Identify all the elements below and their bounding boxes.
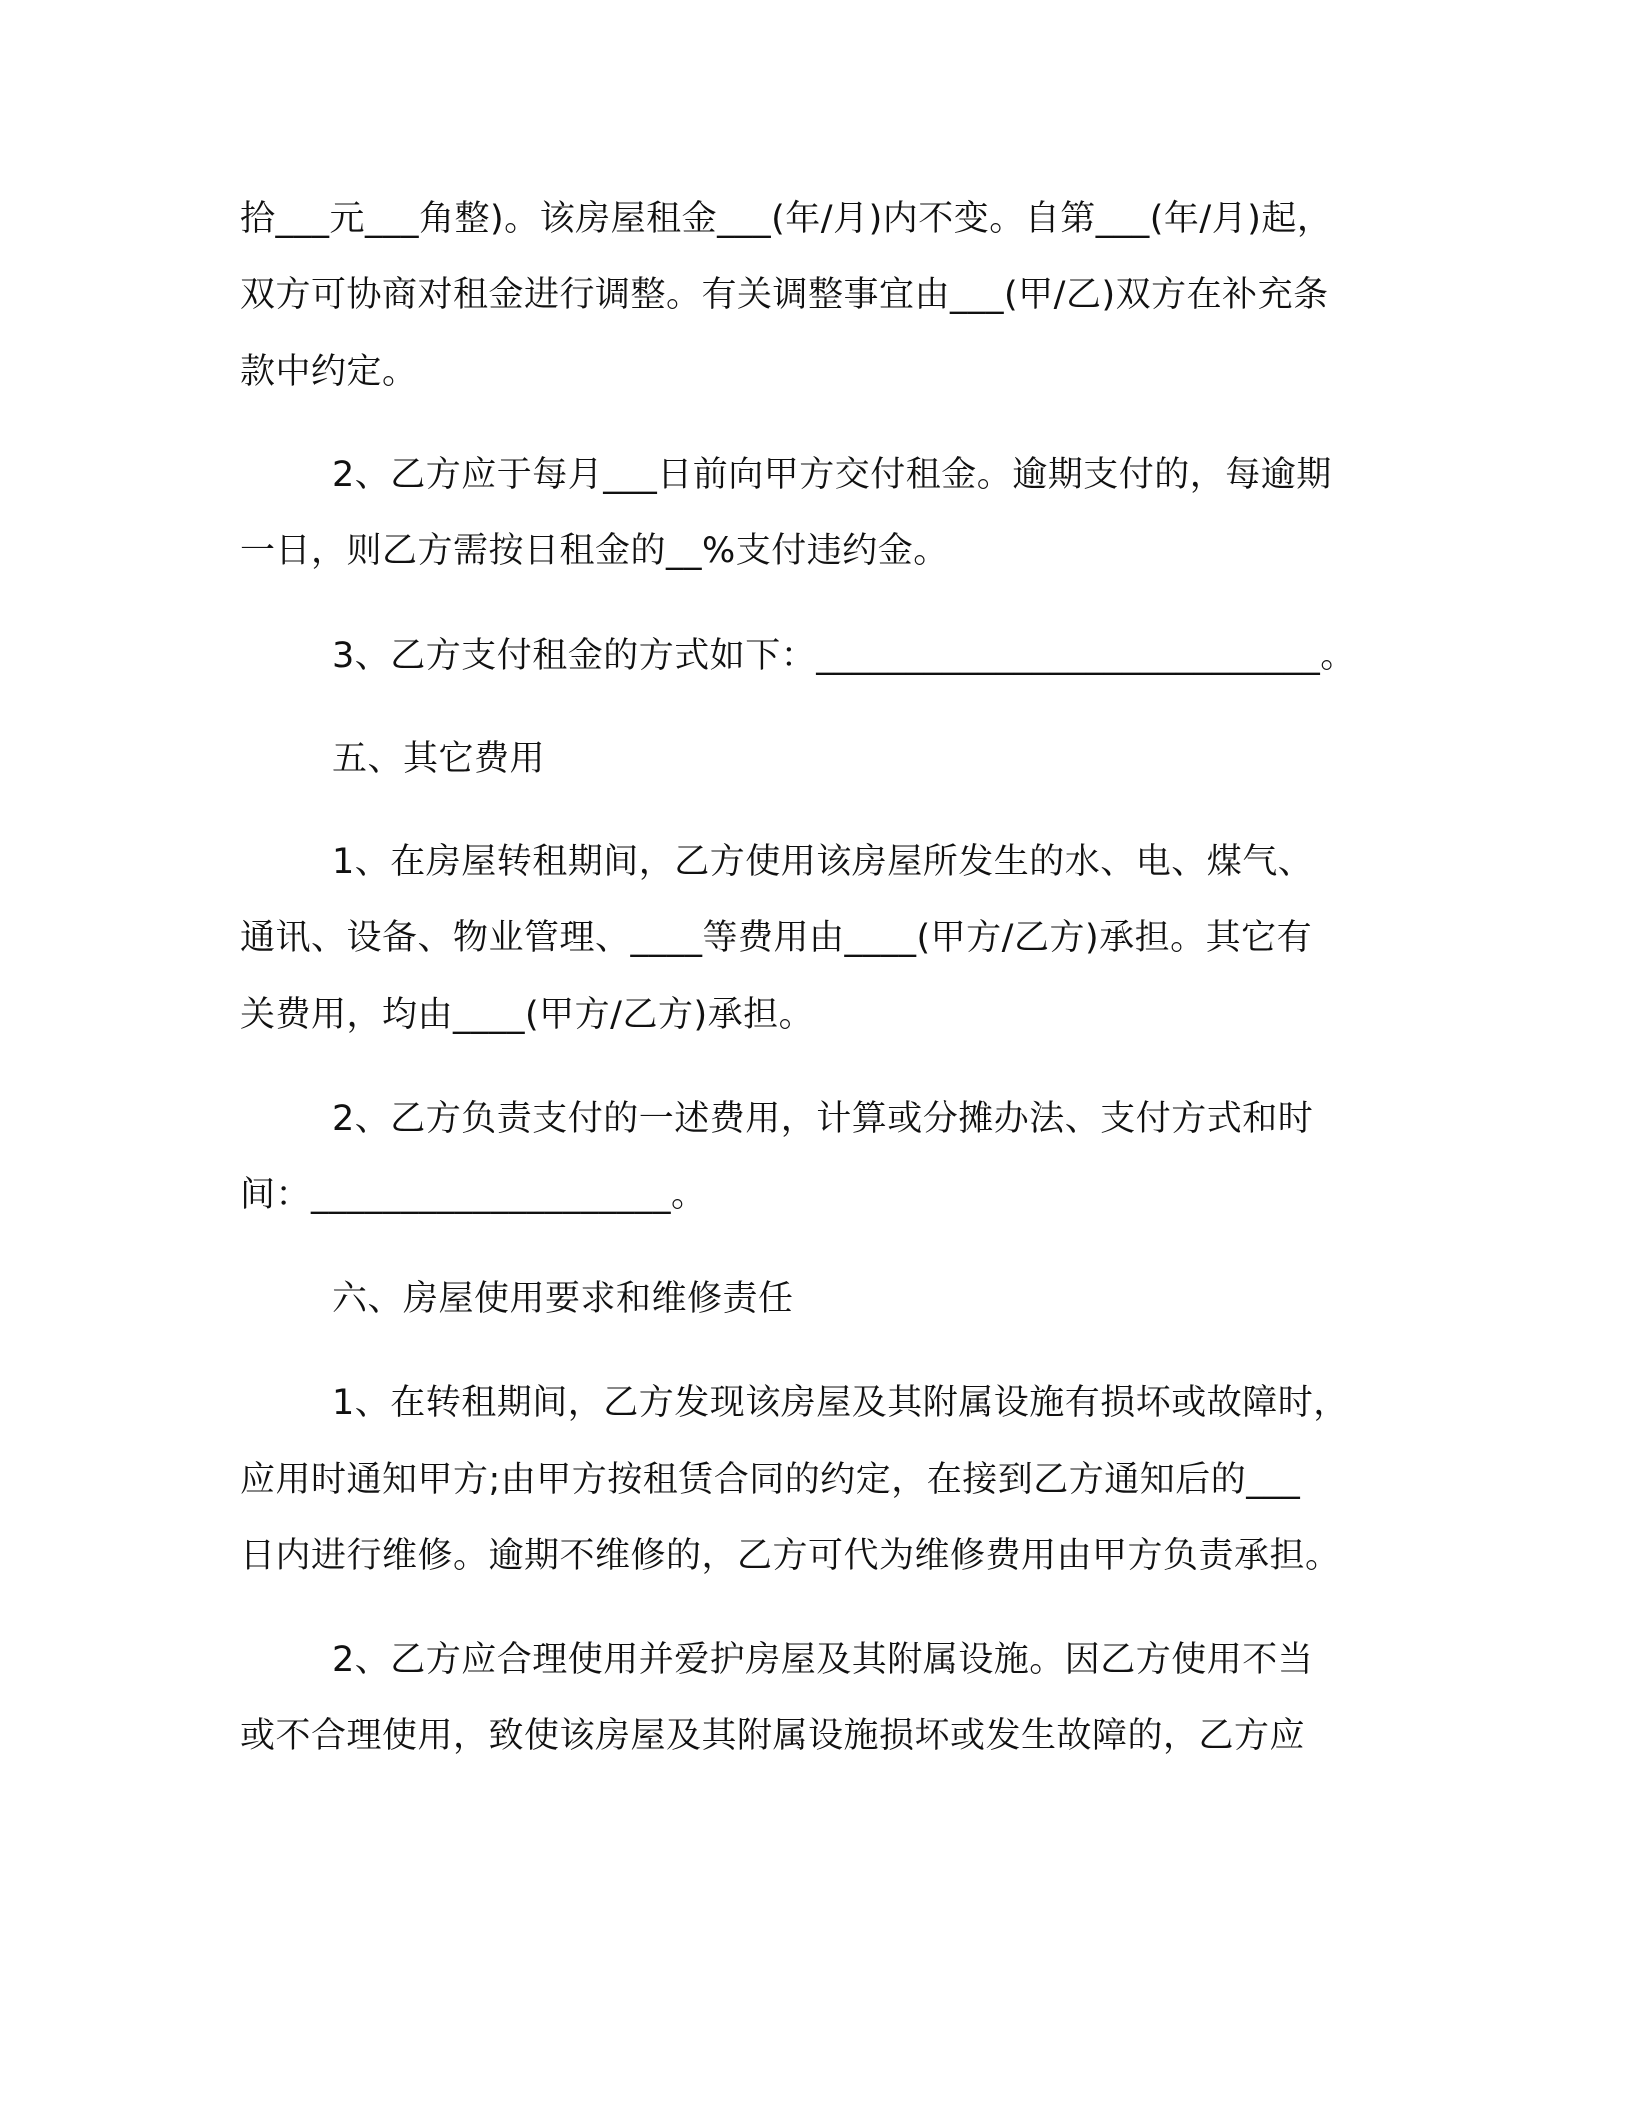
paragraph-line: 2、乙方负责支付的一述费用，计算或分摊办法、支付方式和时 <box>332 1099 1314 1139</box>
paragraph-line: 1、在房屋转租期间，乙方使用该房屋所发生的水、电、煤气、 <box>332 842 1314 882</box>
paragraph-line: 2、乙方应合理使用并爱护房屋及其附属设施。因乙方使用不当 <box>332 1640 1314 1680</box>
text-line: 一日，则乙方需按日租金的__%支付违约金。 <box>240 531 949 571</box>
text-line: 或不合理使用，致使该房屋及其附属设施损坏或发生故障的，乙方应 <box>240 1716 1306 1756</box>
text-line: 日内进行维修。逾期不维修的，乙方可代为维修费用由甲方负责承担。 <box>240 1536 1341 1576</box>
paragraph-line: 3、乙方支付租金的方式如下：____________________________。 <box>332 636 1356 676</box>
section-heading: 五、其它费用 <box>332 739 546 779</box>
section-heading: 六、房屋使用要求和维修责任 <box>332 1279 794 1319</box>
text-line: 通讯、设备、物业管理、____等费用由____(甲方/乙方)承担。其它有 <box>240 918 1313 958</box>
text-line: 应用时通知甲方;由甲方按租赁合同的约定，在接到乙方通知后的___ <box>240 1460 1301 1500</box>
paragraph-line: 1、在转租期间，乙方发现该房屋及其附属设施有损坏或故障时， <box>332 1383 1349 1423</box>
text-line: 双方可协商对租金进行调整。有关调整事宜由___(甲/乙)双方在补充条 <box>240 275 1329 315</box>
text-line: 间：____________________。 <box>240 1175 707 1215</box>
text-line: 款中约定。 <box>240 352 418 392</box>
text-line: 关费用，均由____(甲方/乙方)承担。 <box>240 995 815 1035</box>
paragraph-line: 2、乙方应于每月___日前向甲方交付租金。逾期支付的，每逾期 <box>332 455 1332 495</box>
text-line: 拾___元___角整)。该房屋租金___(年/月)内不变。自第___(年/月)起， <box>240 199 1333 239</box>
